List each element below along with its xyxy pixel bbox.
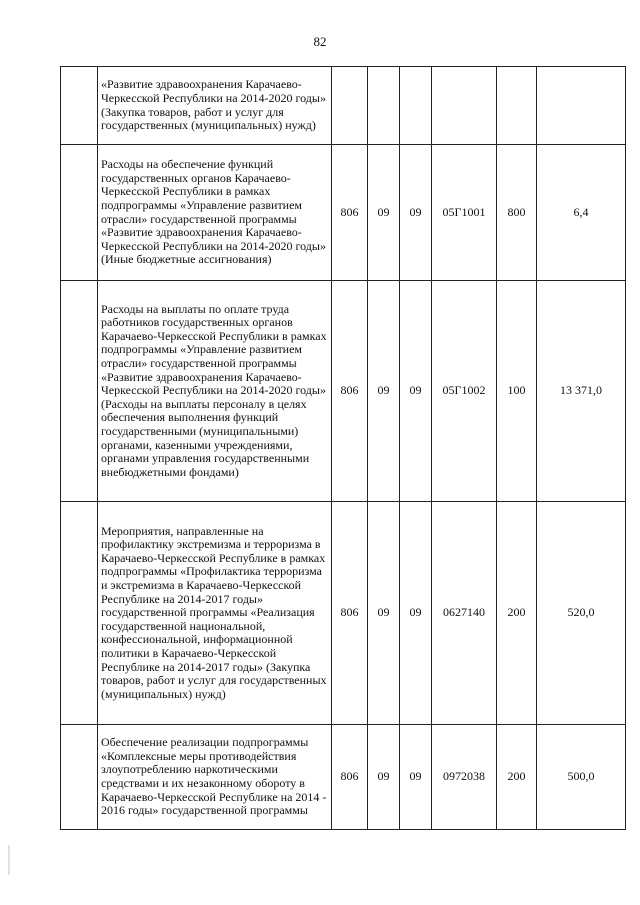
expense-name-cell: Расходы на выплаты по оплате труда работников государственных органов Карачаево-Черкесской Республики в рамках подпрограммы «Управление развитием отрасли» государственной программы «Развитие здравоохранения Карачаево-Черкесской Республики на 2014-2020 годы» (Расходы на выплаты персоналу в целях обеспечения выполнения функций государственными (муниципальными) органами, казенными учреждениями, органами управления государственными внебюджетными фондами): [98, 281, 332, 502]
amount-cell: 500,0: [537, 725, 626, 830]
target-item-code-cell: 05Г1002: [432, 281, 497, 502]
expense-name-cell: «Развитие здравоохранения Карачаево-Черкесской Республики на 2014-2020 годы» (Закупка товаров, работ и услуг для государственных (муниципальных) нужд): [98, 67, 332, 145]
target-item-code-cell: 0972038: [432, 725, 497, 830]
page-number: 82: [313, 34, 327, 49]
amount-cell: 520,0: [537, 502, 626, 725]
row-number-cell: [61, 502, 98, 725]
department-code-cell: 806: [332, 145, 368, 281]
department-code-cell: 806: [332, 725, 368, 830]
table-row: [61, 145, 626, 281]
department-code-cell: 806: [332, 281, 368, 502]
row-number-cell: [61, 145, 98, 281]
subsection-code-cell: 09: [400, 145, 432, 281]
row-number-cell: [61, 67, 98, 145]
expense-type-code-cell: 200: [497, 725, 537, 830]
table-row: [61, 281, 626, 502]
section-code-cell: [368, 67, 400, 145]
target-item-code-cell: [432, 67, 497, 145]
section-code-cell: 09: [368, 145, 400, 281]
expense-type-code-cell: 200: [497, 502, 537, 725]
row-number-cell: [61, 281, 98, 502]
subsection-code-cell: 09: [400, 281, 432, 502]
section-code-cell: 09: [368, 281, 400, 502]
subsection-code-cell: 09: [400, 725, 432, 830]
expense-name-cell: Обеспечение реализации подпрограммы «Комплексные меры противодействия злоупотреблению наркотическими средствами и их незаконному обороту в Карачаево-Черкесской Республике на 2014 - 2016 годы» государственной программы: [98, 725, 332, 830]
row-number-cell: [61, 725, 98, 830]
expense-type-code-cell: 100: [497, 281, 537, 502]
department-code-cell: [332, 67, 368, 145]
budget-table: [60, 66, 626, 830]
section-code-cell: 09: [368, 502, 400, 725]
target-item-code-cell: 0627140: [432, 502, 497, 725]
amount-cell: 13 371,0: [537, 281, 626, 502]
target-item-code-cell: 05Г1001: [432, 145, 497, 281]
section-code-cell: 09: [368, 725, 400, 830]
department-code-cell: 806: [332, 502, 368, 725]
expense-name-cell: Расходы на обеспечение функций государственных органов Карачаево-Черкесской Республики в рамках подпрограммы «Управление развитием отрасли» государственной программы «Развитие здравоохранения Карачаево-Черкесской Республики на 2014-2020 годы» (Иные бюджетные ассигнования): [98, 145, 332, 281]
expense-name-cell: Мероприятия, направленные на профилактику экстремизма и терроризма в Карачаево-Черкесской Республике в рамках подпрограммы «Профилактика терроризма и экстремизма в Карачаево-Черкесской Республике на 2014-2017 годы» государственной программы «Реализация государственной национальной, конфессиональной, информационной политики в Карачаево-Черкесской Республике на 2014-2017 годы» (Закупка товаров, работ и услуг для государственных (муниципальных) нужд): [98, 502, 332, 725]
scan-edge-mark: [8, 845, 10, 875]
amount-cell: [537, 67, 626, 145]
subsection-code-cell: 09: [400, 502, 432, 725]
subsection-code-cell: [400, 67, 432, 145]
table-row: [61, 725, 626, 830]
table-row: [61, 67, 626, 145]
amount-cell: 6,4: [537, 145, 626, 281]
expense-type-code-cell: [497, 67, 537, 145]
table-row: [61, 502, 626, 725]
expense-type-code-cell: 800: [497, 145, 537, 281]
